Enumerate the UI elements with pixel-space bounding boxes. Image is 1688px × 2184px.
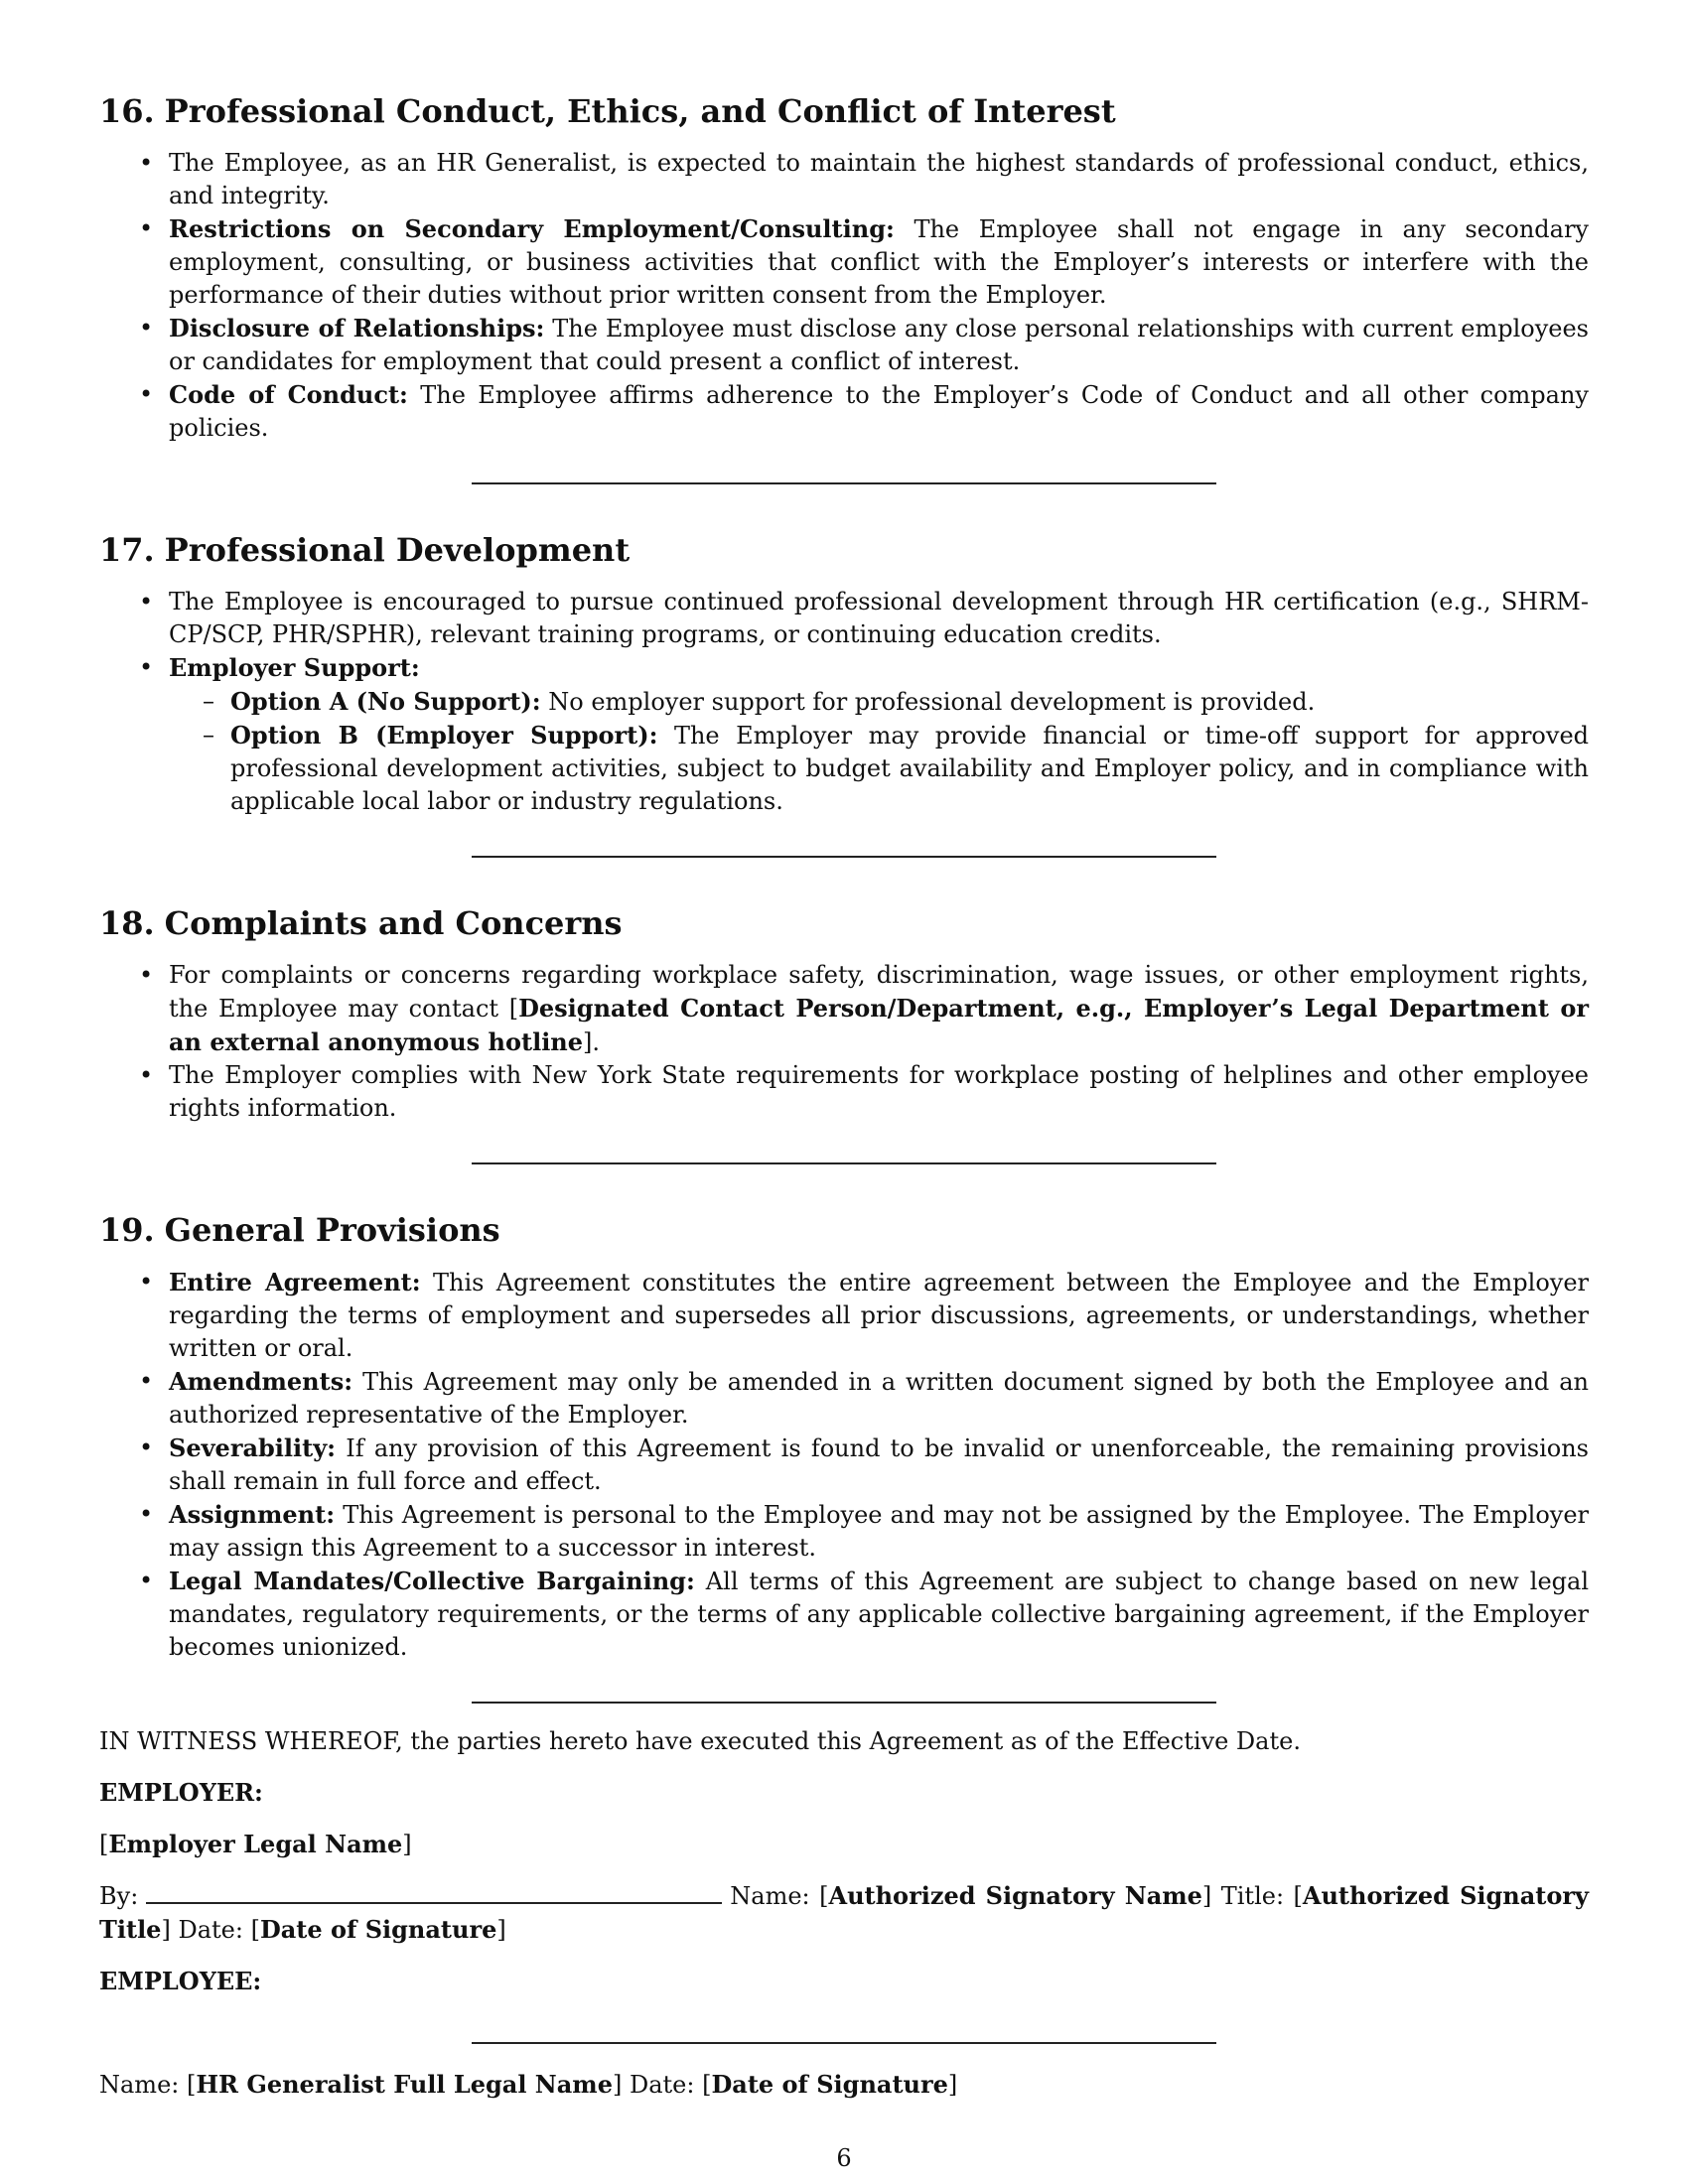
list-item: • Entire Agreement: This Agreement constitutes the entire agreement between the Employee and the Employer regarding the terms of employment and supersedes all prior discussions, agreements, or understandings, whether written or oral. [99, 1266, 1589, 1365]
employer-heading: EMPLOYER: [99, 1778, 263, 1807]
signature-block [99, 1725, 1589, 2102]
list-item: • Amendments: This Agreement may only be amended in a written document signed by both the Employee and an authorized representative of the Employer. [99, 1365, 1589, 1432]
section-18-list [99, 959, 1589, 1125]
list-item: • Restrictions on Secondary Employment/Consulting: The Employee shall not engage in any secondary employment, consulting, or business activities that conflict with the Employer’s interests or interfere with the performance of their duties without prior written consent from the Employer. [99, 212, 1589, 312]
list-item: • Legal Mandates/Collective Bargaining: All terms of this Agreement are subject to change based on new legal mandates, regulatory requirements, or the terms of any applicable collective bargaining agreement, if the Employer becomes unionized. [99, 1565, 1589, 1664]
employer-signature-line: By: Name: [Authorized Signatory Name] Title: [Authorized Signatory Title] Date: [Date of Signature] [99, 1881, 1589, 1944]
section-18 [99, 903, 1589, 1125]
list-item: • The Employee is encouraged to pursue continued professional development through HR certification (e.g., SHRM-CP/SCP, PHR/SPHR), relevant training programs, or continuing education credits. [99, 586, 1589, 651]
list-item: • The Employer complies with New York State requirements for workplace posting of helplines and other employee rights information. [99, 1059, 1589, 1125]
employee-name-line: Name: [HR Generalist Full Legal Name] Date: [Date of Signature] [99, 2070, 958, 2099]
list-item: • Code of Conduct: The Employee affirms adherence to the Employer’s Code of Conduct and all other company policies. [99, 378, 1589, 445]
employee-signature-field[interactable] [472, 2042, 1216, 2044]
section-heading: 17. Professional Development [99, 531, 631, 569]
divider [472, 482, 1216, 484]
divider [472, 1702, 1216, 1704]
list-item: • Assignment: This Agreement is personal to the Employee and may not be assigned by the Employee. The Employer may assign this Agreement to a successor in interest. [99, 1498, 1589, 1565]
list-item: • The Employee, as an HR Generalist, is expected to maintain the highest standards of professional conduct, ethics, and integrity. [99, 147, 1589, 212]
section-19-list [99, 1266, 1589, 1664]
employee-heading: EMPLOYEE: [99, 1967, 262, 1995]
divider [472, 856, 1216, 858]
section-17-list [99, 586, 1589, 818]
section-16-list [99, 147, 1589, 445]
employer-signature-field[interactable] [146, 1880, 722, 1904]
section-heading: 18. Complaints and Concerns [99, 904, 623, 942]
employer-name: [Employer Legal Name] [99, 1830, 412, 1858]
option-item: – Option A (No Support): No employer support for professional development is provided. [169, 685, 1589, 719]
section-16 [99, 91, 1589, 445]
list-item: • Disclosure of Relationships: The Employee must disclose any close personal relationships with current employees or candidates for employment that could present a conflict of interest. [99, 312, 1589, 378]
page-number: 6 [836, 2144, 852, 2172]
divider [472, 1162, 1216, 1164]
list-item: • Severability: If any provision of this Agreement is found to be invalid or unenforceable, the remaining provisions shall remain in full force and effect. [99, 1432, 1589, 1498]
section-17 [99, 530, 1589, 818]
document-page [99, 91, 1589, 2102]
section-19 [99, 1210, 1589, 1664]
option-item: – Option B (Employer Support): The Employer may provide financial or time-off support for approved professional development activities, subject to budget availability and Employer policy, and in compliance with applicable local labor or industry regulations. [169, 719, 1589, 818]
options-list [169, 685, 1589, 818]
witness-clause: IN WITNESS WHEREOF, the parties hereto have executed this Agreement as of the Effective Date. [99, 1727, 1301, 1755]
list-item: • For complaints or concerns regarding workplace safety, discrimination, wage issues, or other employment rights, the Employee may contact [Designated Contact Person/Department, e.g., Employer’s Legal Department or an external anonymous hotline]. [99, 959, 1589, 1059]
list-item: • Employer Support: – Option A (No Support): No employer support for professional development is provided. – Option B (Employer Support): The Employer may provide financial or time-off support for approved professional development activities, subject to budget availability and Employer policy, and in compliance with applicable local labor or industry regulations. [99, 651, 1589, 818]
section-heading: 16. Professional Conduct, Ethics, and Conflict of Interest [99, 92, 1116, 130]
section-heading: 19. General Provisions [99, 1211, 500, 1249]
